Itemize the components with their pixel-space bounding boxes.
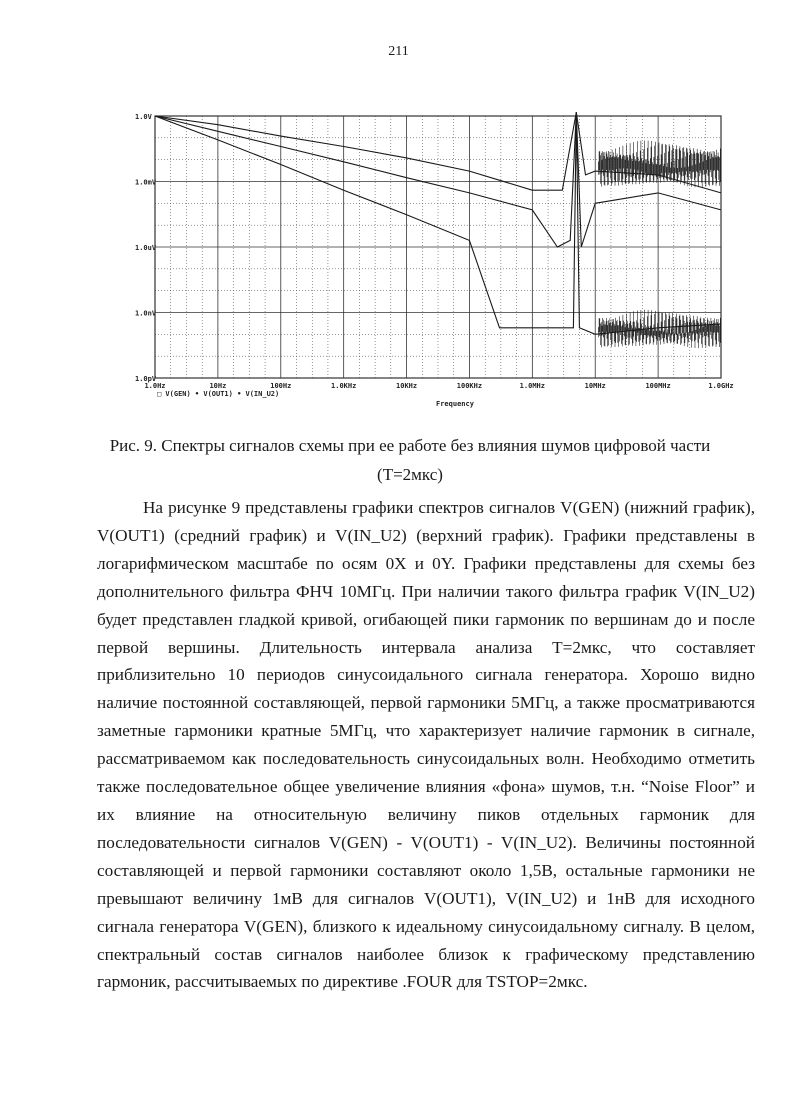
x-tick-label: 1.0KHz (331, 382, 357, 390)
x-tick-label: 100KHz (456, 382, 483, 390)
x-axis-title: Frequency (436, 400, 474, 408)
series-v-gen (155, 112, 721, 334)
x-tick-label: 100MHz (645, 382, 671, 390)
body-paragraph: На рисунке 9 представлены графики спектров сигналов V(GEN) (нижний график), V(OUT1) (средний график) и V(IN_U2) (верхний график). Графики представлены в логарифмическом масштабе по осям 0X и 0Y. Графики представлены для схемы без дополнительного фильтра ФНЧ 10МГц. При наличии такого фильтра график V(IN_U2) будет представлен гладкой кривой, огибающей пики гармоник по вершинам до и после первой вершины. Длительность интервала анализа T=2мкс, что составляет приблизительно 10 периодов синусоидального сигнала генератора. Хорошо видно наличие постоянной составляющей, первой гармоники 5МГц, а также просматриваются заметные гармоники кратные 5МГц, что характеризует наличие гармоник в сигнале, рассматриваемом как последовательность синусоидальных волн. Необходимо отметить также последовательное общее увеличение влияния «фона» шумов, т.н. “Noise Floor” и их влияние на относительную величину пиков отдельных гармоник для последовательности сигналов V(GEN) - V(OUT1) - V(IN_U2). Величины постоянной составляющей и первой гармоники составляют около 1,5В, остальные гармоники не превышают величину 1мВ для сигналов V(OUT1), V(IN_U2) и 1нВ для исходного сигнала генератора V(GEN), близкого к идеальному синусоидальному сигналу. В целом, спектральный состав сигналов наиболее близок к графическому представлению гармоник, рассчитываемых по директиве .FOUR для TSTOP=2мкс. (97, 498, 755, 992)
y-tick-label: 1.0pV (135, 375, 157, 383)
y-tick-label: 1.0uV (135, 244, 157, 252)
spectrum-chart (125, 104, 735, 412)
figure-caption-period: (T=2мкс) (377, 465, 443, 484)
x-tick-label: 1.0MHz (519, 382, 545, 390)
figure-caption: Рис. 9. Спектры сигналов схемы при ее работе без влияния шумов цифровой части (109, 436, 711, 455)
x-tick-label: 1.0Hz (144, 382, 166, 390)
y-tick-label: 1.0nV (135, 309, 157, 318)
x-tick-label: 100Hz (270, 382, 292, 390)
harmonic-comb-gen (598, 310, 720, 348)
page-number: 211 (388, 44, 409, 59)
x-tick-label: 10Hz (209, 382, 227, 390)
body-paragraph-container (97, 494, 755, 996)
x-tick-label: 1.0GHz (708, 382, 734, 390)
y-tick-label: 1.0mV (135, 178, 157, 187)
harmonic-comb-in-u2 (598, 141, 720, 188)
x-tick-label: 10KHz (396, 382, 418, 390)
y-tick-label: 1.0V (135, 113, 152, 121)
x-tick-label: 10MHz (584, 382, 606, 390)
chart-legend: □ V(GEN) • V(OUT1) • V(IN_U2) (157, 390, 280, 398)
spectrum-figure (125, 104, 735, 412)
